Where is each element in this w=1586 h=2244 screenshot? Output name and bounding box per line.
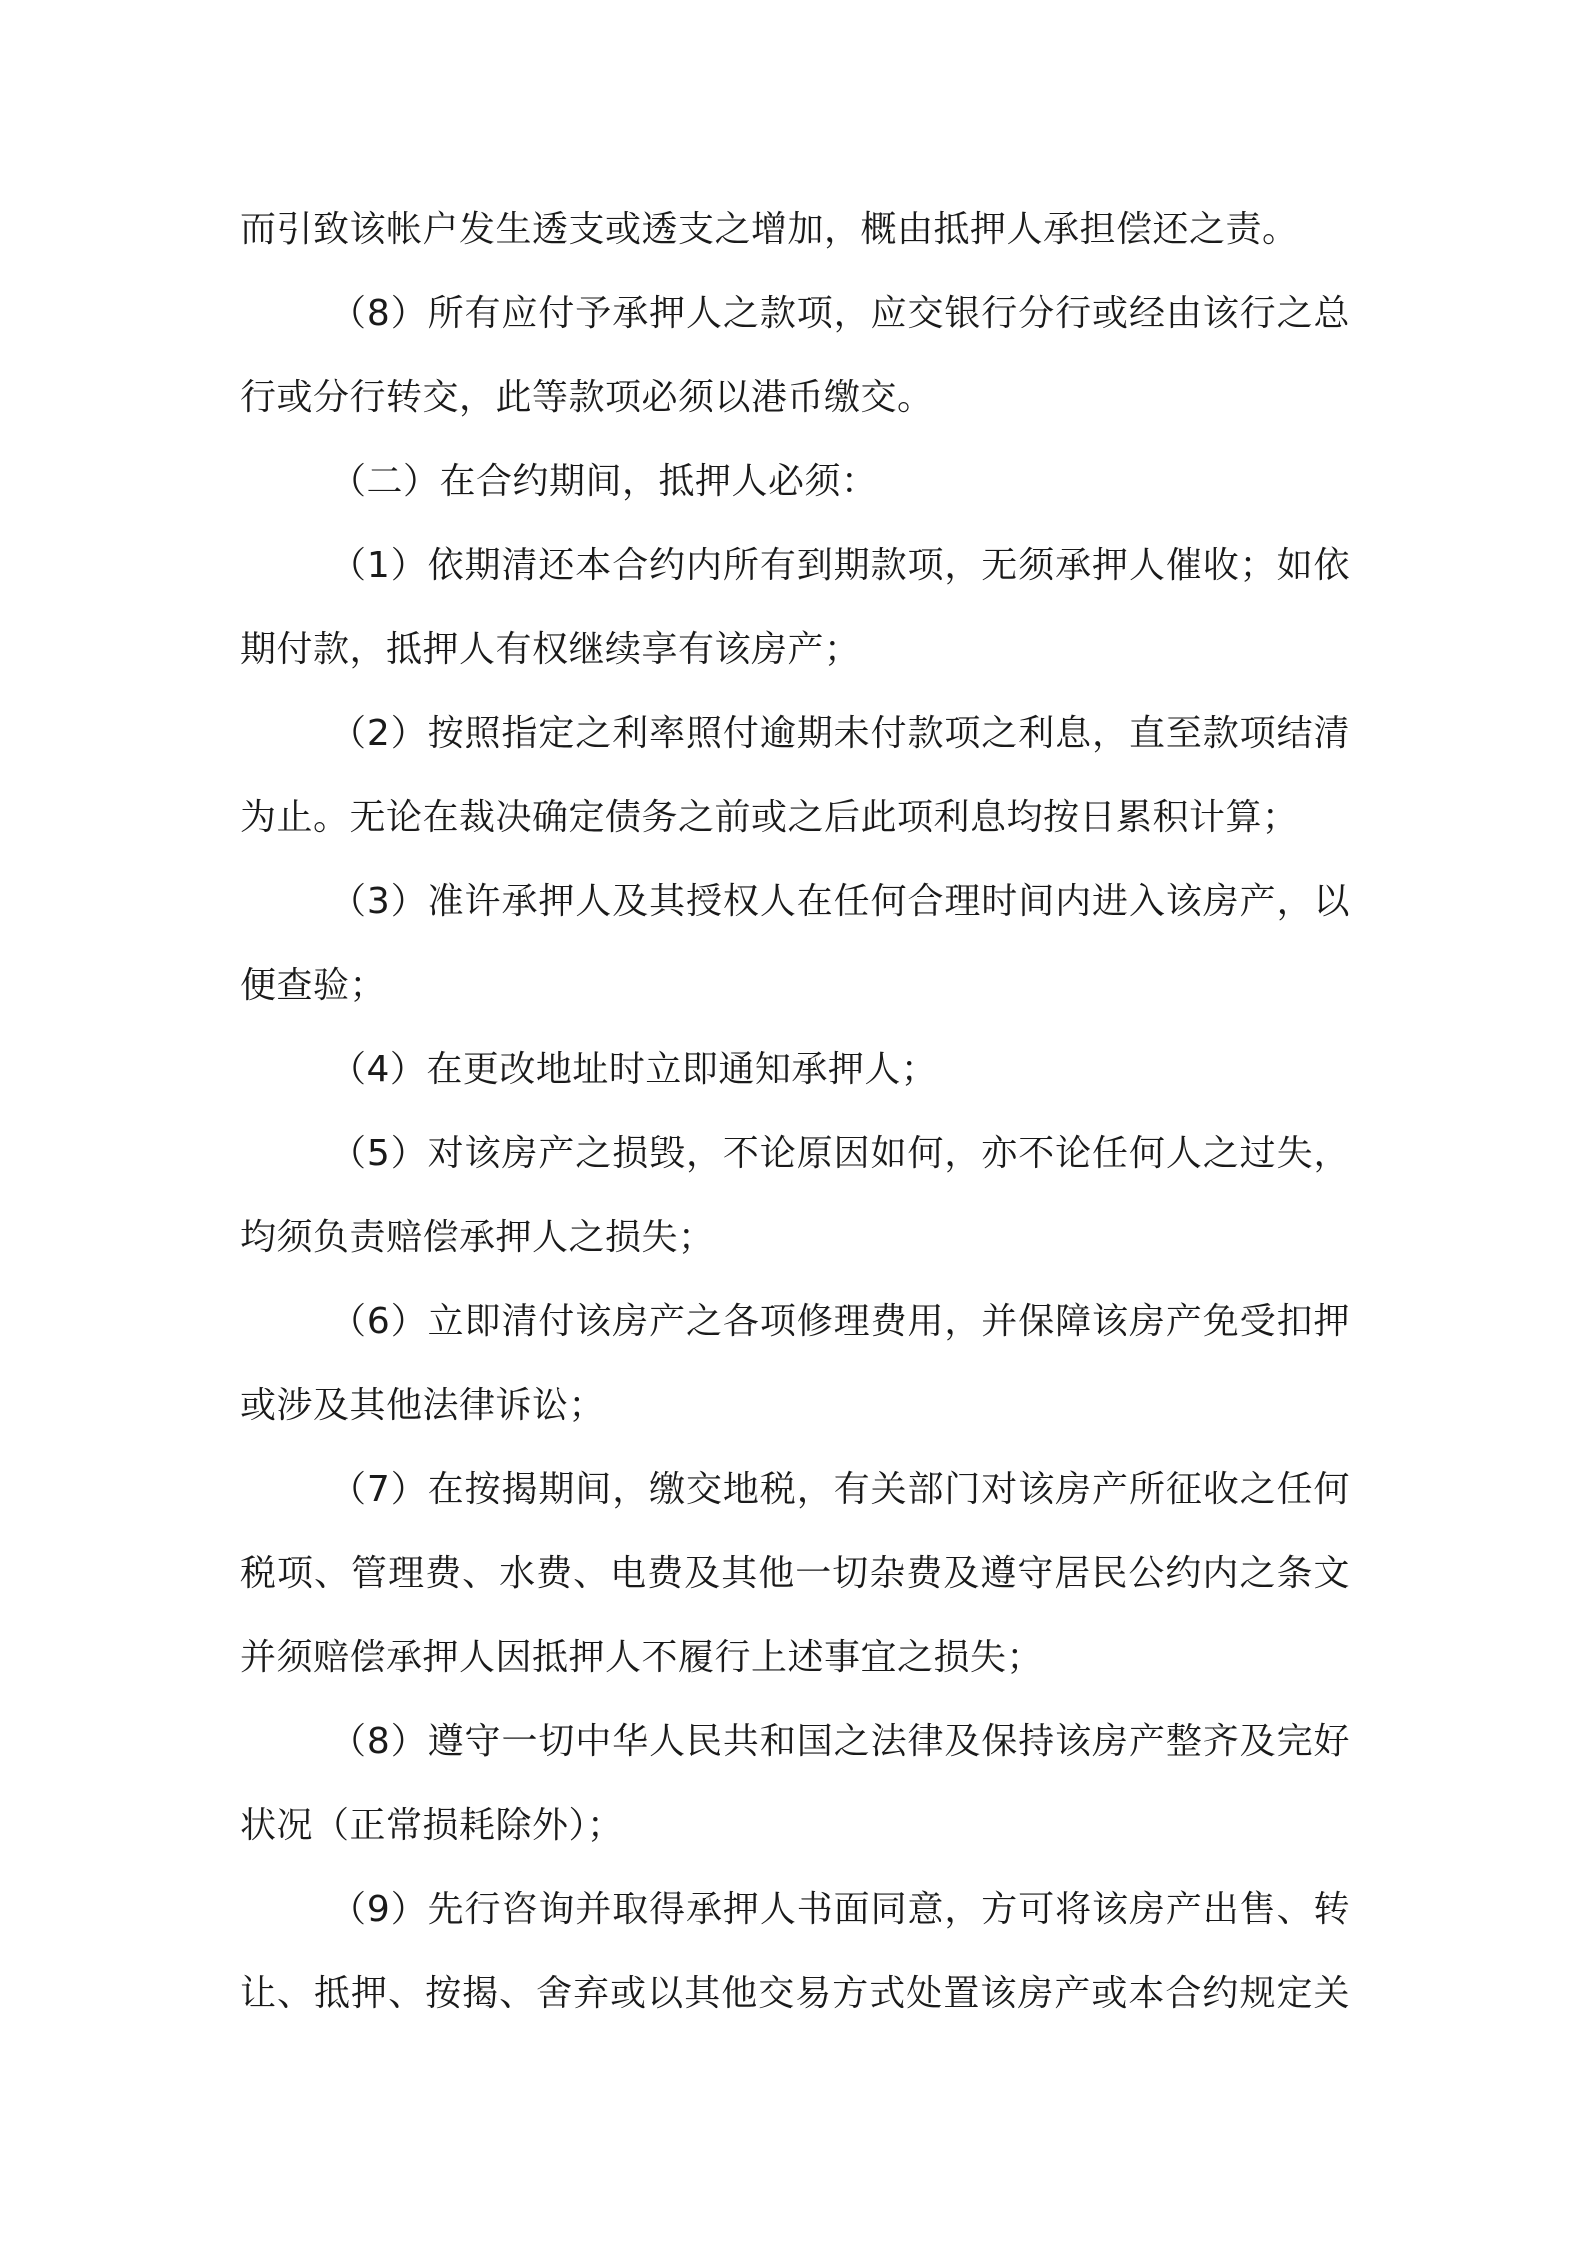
paragraph-line: 让、抵押、按揭、舍弃或以其他交易方式处置该房产或本合约规定关 xyxy=(240,1973,1350,2014)
paragraph-line: 为止。无论在裁决确定债务之前或之后此项利息均按日累积计算； xyxy=(240,797,1299,838)
paragraph-line: 或涉及其他法律诉讼； xyxy=(240,1385,606,1426)
paragraph-line: （6）立即清付该房产之各项修理费用，并保障该房产免受扣押 xyxy=(330,1301,1350,1342)
paragraph-line: 税项、管理费、水费、电费及其他一切杂费及遵守居民公约内之条文 xyxy=(240,1553,1350,1594)
paragraph-line: （3）准许承押人及其授权人在任何合理时间内进入该房产，以 xyxy=(330,881,1350,922)
paragraph-line: （8）遵守一切中华人民共和国之法律及保持该房产整齐及完好 xyxy=(330,1721,1350,1762)
paragraph-line: 期付款，抵押人有权继续享有该房产； xyxy=(240,629,861,670)
paragraph-line: 均须负责赔偿承押人之损失； xyxy=(240,1217,715,1258)
paragraph-line: （9）先行咨询并取得承押人书面同意，方可将该房产出售、转 xyxy=(330,1889,1350,1930)
paragraph-line: 状况（正常损耗除外）； xyxy=(240,1805,624,1846)
paragraph-line: 并须赔偿承押人因抵押人不履行上述事宜之损失； xyxy=(240,1637,1044,1678)
paragraph-line: （2）按照指定之利率照付逾期未付款项之利息，直至款项结清 xyxy=(330,713,1350,754)
paragraph-line: （1）依期清还本合约内所有到期款项，无须承押人催收；如依 xyxy=(330,545,1350,586)
paragraph-line: 行或分行转交，此等款项必须以港币缴交。 xyxy=(240,377,934,418)
paragraph-line: （8）所有应付予承押人之款项，应交银行分行或经由该行之总 xyxy=(330,293,1350,334)
paragraph-line: 而引致该帐户发生透支或透支之增加，概由抵押人承担偿还之责。 xyxy=(240,209,1299,250)
section-heading: （二）在合约期间，抵押人必须： xyxy=(330,461,878,502)
paragraph-line: 便查验； xyxy=(240,965,387,1006)
paragraph-line: （7）在按揭期间，缴交地税，有关部门对该房产所征收之任何 xyxy=(330,1469,1350,1510)
paragraph-line: （4）在更改地址时立即通知承押人； xyxy=(330,1049,938,1090)
paragraph-line: （5）对该房产之损毁，不论原因如何，亦不论任何人之过失， xyxy=(330,1133,1350,1174)
